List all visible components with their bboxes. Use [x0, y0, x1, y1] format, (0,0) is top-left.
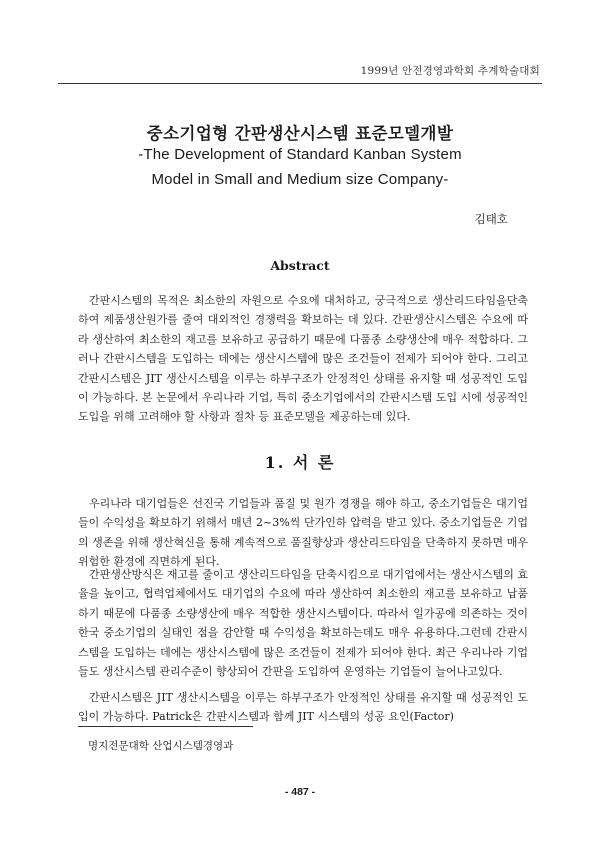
abstract-text: 간판시스템의 목적은 최소한의 자원으로 수요에 대처하고, 궁극적으로 생산리드타임을단축하여 제품생산원가를 줄여 대외적인 경쟁력을 확보하는 데 있다. 간판생산시스템은 수요에 따라 생산하여 최소한의 재고를 보유하고 공급하기 때문에 다품종 소량생산에 매우 적합하다. 그러나 간판시스템을 도입하는 데에는 생산시스템에 많은 조건들이 전제가 되어야 한다. 그리고 간판시스템은 JIT 생산시스템을 이루는 하부구조가 안정적인 상태를 유지할 때 성공적인 도입이 가능하다. 본 논문에서 우리나라 기업, 특히 중소기업에서의 간판시스템 도입 시에 성공적인 도입을 위해 고려해야 할 사항과 절차 등 표준모델을 제공하는데 있다. — [78, 294, 528, 424]
footnote-divider — [78, 726, 253, 727]
body-paragraph: 우리나라 대기업들은 선진국 기업들과 품질 및 원가 경쟁을 해야 하고, 중소기업들은 대기업들이 수익성을 확보하기 위해서 매년 2~3%씩 단가인하 압력을 받고 있다. 중소기업들은 기업의 생존을 위해 생산혁신을 통해 계속적으로 품질향상과 생산리드타임을 단축하지 못하면 매우 위험한 환경에 직면하게 된다. — [78, 497, 528, 569]
header-divider — [58, 83, 542, 84]
body-paragraph: 간판시스템은 JIT 생산시스템을 이루는 하부구조가 안정적인 상태를 유지할 때 성공적인 도입이 가능하다. Patrick은 간판시스템과 함께 JIT 시스템의 성공 요인(Factor) — [78, 691, 528, 724]
author-affiliation-footnote: 명지전문대학 산업시스템경영과 — [88, 740, 234, 752]
page-number: - 487 - — [284, 786, 316, 798]
paper-title-english-line-1: -The Development of Standard Kanban System — [138, 146, 462, 163]
abstract-heading: Abstract — [270, 258, 330, 273]
paper-title-english-line-2: Model in Small and Medium size Company- — [151, 171, 449, 188]
paper-title-korean: 중소기업형 간판생산시스템 표준모델개발 — [146, 124, 454, 143]
running-header: 1999년 안전경영과학회 추계학술대회 — [360, 65, 540, 77]
section-heading-introduction: 1. 서 론 — [264, 453, 336, 472]
author-name: 김태호 — [474, 212, 508, 226]
body-paragraph: 간판생산방식은 재고를 줄이고 생산리드타임을 단축시킴으로 대기업에서는 생산시스템의 효율을 높이고, 협력업체에서도 대기업의 수요에 따라 생산하여 최소한의 재고를 보유하고 납품하기 때문에 다품종 소량생산에 매우 적합한 생산시스템이다. 따라서 일가공에 의존하는 것이 한국 중소기업의 실태인 점을 감안할 때 수익성을 확보하는데도 매우 유용하다.그런데 간판시스템을 도입하는 데에는 생산시스템에 많은 조건들이 전제가 되어야 한다. 최근 우리나라 기업들도 생산시스템 관리수준이 향상되어 간판을 도입하여 운영하는 기업들이 늘어나고있다. — [78, 568, 528, 679]
